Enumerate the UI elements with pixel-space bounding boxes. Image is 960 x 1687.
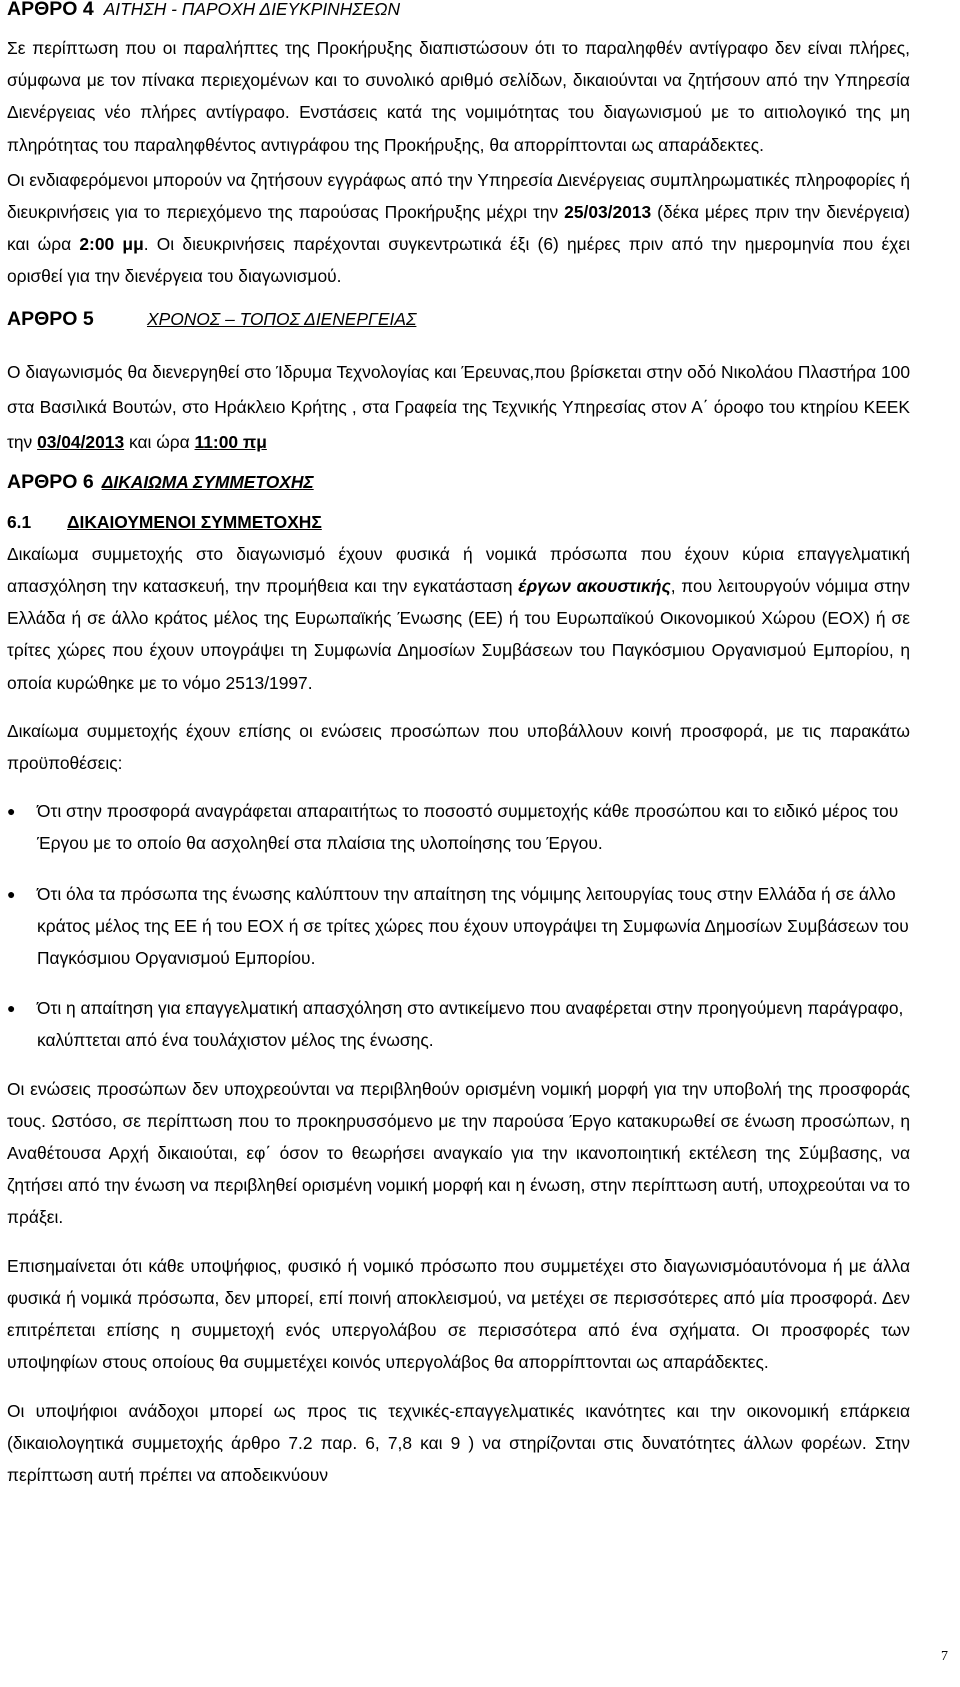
bullet-icon: ● (7, 803, 16, 820)
article-4-paragraph-2 (7, 164, 910, 293)
article-5-title: ΧΡΟΝΟΣ – ΤΟΠΟΣ ΔΙΕΝΕΡΓΕΙΑΣ (147, 308, 417, 329)
article-6-paragraph-3: Οι ενώσεις προσώπων δεν υποχρεούνται να περιβληθούν ορισμένη νομική μορφή για την υποβολή της προσφοράς τους. Ωστόσο, σε περίπτωση που το προκηρυσσόμενο με την παρούσα Έργο κατακυρωθεί σε ένωση προσώπων, η Αναθέτουσα Αρχή δικαιούται, εφ΄ όσον το θεωρήσει αναγκαίο για την ικανοποιητική εκτέλεση της Σύμβασης, να ζητήσει από την ένωση να περιβληθεί ορισμένη νομική μορφή και η ένωση, στην περίπτωση αυτή, υποχρεούται να το πράξει. (7, 1078, 910, 1228)
article-4-p2-text-b: (δέκα μέρες πριν την διενέργεια) και ώρα (7, 202, 910, 255)
article-5-label: ΑΡΘΡΟ 5 (7, 307, 94, 330)
article-4-heading (7, 0, 910, 24)
list-item (7, 992, 910, 1056)
bullet-icon: ● (7, 885, 16, 902)
page-number: 7 (941, 1649, 948, 1664)
document-page (7, 0, 910, 1491)
list-item-text: Ότι στην προσφορά αναγράφεται απαραιτήτως το ποσοστό συμμετοχής κάθε προσώπου και το ειδικό μέρος του Έργου με το οποίο θα ασχοληθεί στα πλαίσια της υλοποίησης του Έργου. (37, 801, 899, 854)
article-6-title: ΔΙΚΑΙΩΜΑ ΣΥΜΜΕΤΟΧΗΣ (101, 471, 314, 492)
list-item-text: Ότι η απαίτηση για επαγγελματική απασχόληση στο αντικείμενο που αναφέρεται στην προηγούμενη παράγραφο, καλύπτεται από ένα τουλάχιστον μέλος της ένωσης. (37, 998, 904, 1051)
article-4-title: ΑΙΤΗΣΗ - ΠΑΡΟΧΗ ΔΙΕΥΚΡΙΝΗΣΕΩΝ (103, 0, 401, 19)
article-6-p1-text-b: , που λειτουργούν νόμιμα στην Ελλάδα ή σε άλλο κράτος μέλος της Ευρωπαϊκής Ένωσης (ΕΕ) ή του Ευρωπαϊκού Οικονομικού Χώρου (ΕΟΧ) ή σε τρίτες χώρες που έχουν υπογράψει τη Συμφωνία Δημοσίων Συμβάσεων του Παγκόσμιου Οργανισμού Εμπορίου, η οποία κυρώθηκε με το νόμο 2513/1997. (7, 576, 910, 693)
article-6-paragraph-1 (7, 538, 910, 699)
contest-time: 11:00 πμ (194, 431, 267, 452)
article-6-p1-text-a: Δικαίωμα συμμετοχής στο διαγωνισμό έχουν φυσικά ή νομικά πρόσωπα που έχουν κύρια επαγγελματική απασχόληση την κατασκευή, την προμήθεια και την εγκατάσταση (7, 543, 910, 597)
article-6-paragraph-2: Δικαίωμα συμμετοχής έχουν επίσης οι ενώσεις προσώπων που υποβάλλουν κοινή προσφορά, με τις παρακάτω προϋποθέσεις: (7, 720, 910, 774)
article-5-paragraph-1 (7, 355, 910, 460)
article-6-label: ΑΡΘΡΟ 6 (7, 470, 94, 493)
article-4-p2-text-c: . Οι διευκρινήσεις παρέχονται συγκεντρωτικά έξι (6) ημέρες πριν από την ημερομηνία που έχει ορισθεί για την διενέργεια του διαγωνισμού. (7, 234, 911, 287)
conditions-list (7, 795, 910, 1056)
deadline-date: 25/03/2013 (564, 202, 652, 223)
article-6-paragraph-5: Οι υποψήφιοι ανάδοχοι μπορεί ως προς τις τεχνικές-επαγγελματικές ικανότητες και την οικονομική επάρκεια (δικαιολογητικά συμμετοχής άρθρο 7.2 παρ. 6, 7,8 και 9 ) να στηρίζονται στις δυνατότητες άλλων φορέων. Στην περίπτωση αυτή πρέπει να αποδεικνύουν (7, 1400, 910, 1485)
section-6-1-title: ΔΙΚΑΙΟΥΜΕΝΟΙ ΣΥΜΜΕΤΟΧΗΣ (67, 511, 322, 532)
section-6-1-number: 6.1 (7, 511, 32, 532)
list-item (7, 795, 910, 859)
contest-date: 03/04/2013 (37, 431, 125, 452)
article-5-p1-text-a: Ο διαγωνισμός θα διενεργηθεί στο Ίδρυμα Τεχνολογίας και Έρευνας,που βρίσκεται στην οδό Νικολάου Πλαστήρα 100 στα Βασιλικά Βουτών, στο Ηράκλειο Κρήτης , στα Γραφεία της Τεχνικής Υπηρεσίας στον Α΄ όροφο του κτηρίου ΚΕΕΚ την (7, 361, 910, 452)
article-4-paragraph-1: Σε περίπτωση που οι παραλήπτες της Προκήρυξης διαπιστώσουν ότι το παραληφθέν αντίγραφο δεν είναι πλήρες, σύμφωνα με τον πίνακα περιεχομένων και το συνολικό αριθμό σελίδων, δικαιούνται να ζητήσουν από την Υπηρεσία Διενέργειας νέο πλήρες αντίγραφο. Ενστάσεις κατά της νομιμότητας του διαγωνισμού με το αιτιολογικό της μη πληρότητας του παραληφθέντος αντιγράφου της Προκήρυξης, θα απορρίπτονται ως απαράδεκτες. (7, 38, 910, 155)
section-6-1-heading (7, 506, 910, 538)
list-item-text: Ότι όλα τα πρόσωπα της ένωσης καλύπτουν την απαίτηση της νόμιμης λειτουργίας τους στην Ελλάδα ή σε άλλο κράτος μέλος της ΕΕ ή του ΕΟΧ ή σε τρίτες χώρες που έχουν υπογράψει τη Συμφωνία Δημοσίων Συμβάσεων του Παγκόσμιου Οργανισμού Εμπορίου. (37, 883, 909, 969)
article-4-label: ΑΡΘΡΟ 4 (7, 0, 94, 20)
bullet-icon: ● (7, 1000, 16, 1017)
article-5-heading (7, 301, 910, 337)
article-6-paragraph-4: Επισημαίνεται ότι κάθε υποψήφιος, φυσικό ή νομικό πρόσωπο που συμμετέχει στο διαγωνισμόαυτόνομα ή με άλλα φυσικά ή νομικά πρόσωπα, δεν μπορεί, επί ποινή αποκλεισμού, να μετέχει σε περισσότερες από μία προσφορά. Δεν επιτρέπεται επίσης η συμμετοχή ενός υπεργολάβου σε περισσότερα από ένα σχήματα. Οι προσφορές των υποψηφίων στους οποίους θα συμμετέχει κοινός υπεργολάβος θα απορρίπτονται ως απαράδεκτες. (7, 1255, 910, 1373)
article-6-heading (7, 464, 910, 500)
list-item (7, 878, 910, 975)
acoustic-works-emphasis: έργων ακουστικής (518, 576, 671, 597)
article-5-p1-text-b: και ώρα (124, 431, 195, 452)
deadline-time: 2:00 μμ (79, 234, 144, 255)
article-4-p2-text-a: Οι ενδιαφερόμενοι μπορούν να ζητήσουν εγγράφως από την Υπηρεσία Διενέργειας συμπληρωματικές πληροφορίες ή διευκρινήσεις για το περιεχόμενο της παρούσας Προκήρυξης μέχρι την (7, 169, 910, 223)
